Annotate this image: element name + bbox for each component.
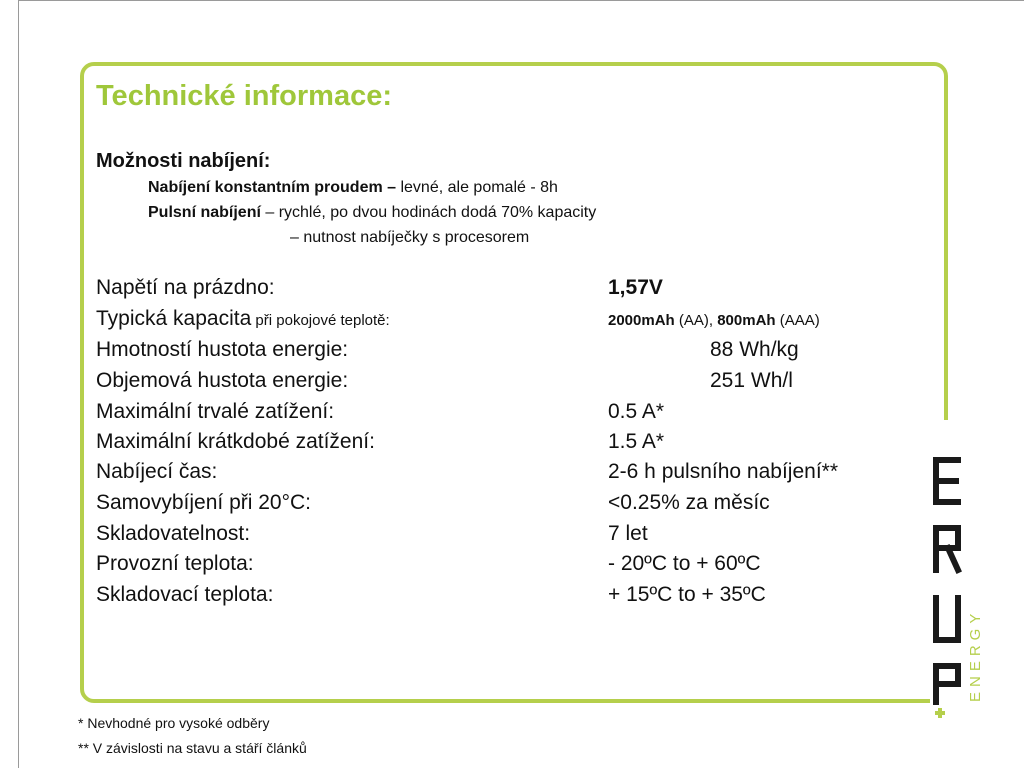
spec-label-shelf-life: Skladovatelnost:	[96, 522, 251, 545]
plus-icon	[935, 708, 945, 718]
spec-value-volumetric: 251 Wh/l	[710, 369, 793, 392]
spec-label-peak-load: Maximální krátkdobé zatížení:	[96, 430, 375, 453]
spec-value-voltage	[608, 276, 663, 300]
capacity-label: Typická kapacita	[96, 307, 252, 330]
logo-pure-letters	[936, 460, 958, 702]
constant-charging-line	[148, 179, 558, 197]
capacity-label-note: při pokojové teplotě:	[251, 312, 390, 329]
spec-label-self-discharge: Samovybíjení při 20°C:	[96, 491, 311, 514]
spec-label-volumetric: Objemová hustota energie:	[96, 369, 349, 392]
spec-value-shelf-life: 7 let	[608, 522, 648, 545]
footnote-two: ** V závislosti na stavu a stáří článků	[78, 740, 307, 756]
spec-label-continuous-load: Maximální trvalé zatížení:	[96, 400, 335, 423]
voltage-value: 1,57V	[608, 276, 663, 299]
logo-energy-text: ENERGY	[967, 608, 984, 702]
capacity-aaa-unit: (AAA)	[775, 312, 820, 329]
spec-value-gravimetric: 88 Wh/kg	[710, 338, 799, 361]
spec-label-voltage: Napětí na prázdno:	[96, 276, 275, 299]
spec-label-operating-temp: Provozní teplota:	[96, 552, 254, 575]
pulse-charging-text: – rychlé, po dvou hodinách dodá 70% kapacity	[260, 204, 597, 221]
spec-label-gravimetric: Hmotností hustota energie:	[96, 338, 349, 361]
logo-letter-r	[936, 528, 958, 570]
spec-value-storage-temp: + 15ºC to + 35ºC	[608, 583, 766, 606]
capacity-aa: 2000mAh	[608, 312, 675, 329]
pure-energy-logo	[918, 440, 1008, 720]
capacity-aaa: 800mAh	[717, 312, 776, 329]
charging-heading: Možnosti nabíjení:	[96, 150, 271, 172]
capacity-aa-unit: (AA),	[674, 312, 718, 329]
logo-letter-e	[936, 460, 958, 502]
constant-charging-label: Nabíjení konstantním proudem –	[148, 179, 397, 196]
spec-value-self-discharge: <0.25% za měsíc	[608, 491, 770, 514]
pulse-charging-label: Pulsní nabíjení	[148, 204, 261, 221]
spec-label-storage-temp: Skladovací teplota:	[96, 583, 274, 606]
spec-value-capacity	[608, 307, 820, 331]
page-title: Technické informace:	[96, 80, 393, 112]
logo-letter-u	[936, 598, 958, 640]
spec-label-charge-time: Nabíjecí čas:	[96, 460, 218, 483]
pulse-charging-note: – nutnost nabíječky s procesorem	[290, 229, 530, 246]
footnote-one: * Nevhodné pro vysoké odběry	[78, 715, 270, 731]
spec-label-capacity	[96, 307, 390, 331]
pulse-charging-line	[148, 204, 596, 222]
logo-letter-p	[936, 666, 958, 702]
spec-value-charge-time: 2-6 h pulsního nabíjení**	[608, 460, 839, 483]
spec-value-peak-load: 1.5 A*	[608, 430, 665, 453]
spec-value-operating-temp: - 20ºC to + 60ºC	[608, 552, 761, 575]
constant-charging-text: levné, ale pomalé - 8h	[396, 179, 558, 196]
spec-value-continuous-load: 0.5 A*	[608, 400, 665, 423]
